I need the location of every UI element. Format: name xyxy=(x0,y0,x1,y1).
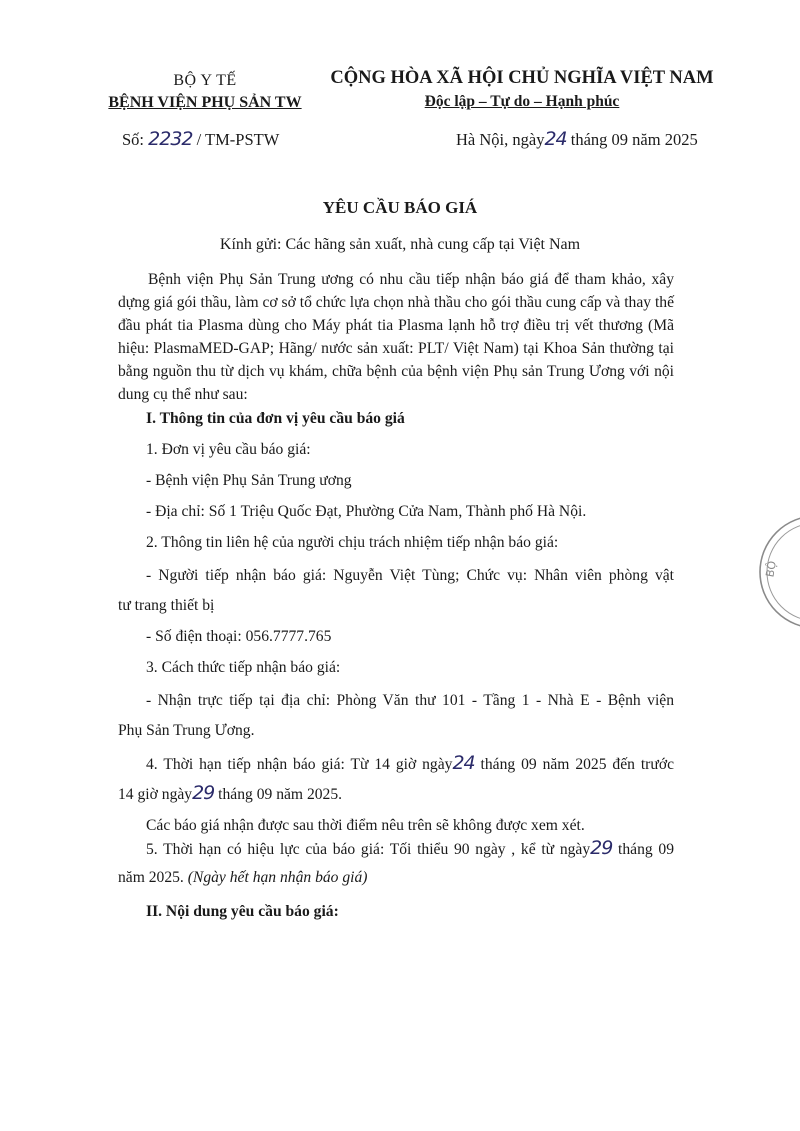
item2-label: 2. Thông tin liên hệ của người chịu trách nhiệm tiếp nhận báo giá: xyxy=(146,534,559,551)
date-prefix: Hà Nội, ngày xyxy=(456,130,545,149)
validity-text-c: năm 2025. xyxy=(118,869,188,886)
section1-heading: I. Thông tin của đơn vị yêu cầu báo giá xyxy=(146,410,405,427)
document-title: YÊU CẦU BÁO GIÁ xyxy=(322,198,478,217)
late-submission-note: Các báo giá nhận được sau thời điểm nêu trên sẽ không được xem xét. xyxy=(146,817,585,834)
receive-line-2: Phụ Sản Trung Ương. xyxy=(118,722,255,739)
validity-line-1 xyxy=(118,837,674,861)
national-motto: Độc lập – Tự do – Hạnh phúc xyxy=(424,93,620,110)
ministry-name: BỘ Y TẾ xyxy=(173,72,237,89)
phone-number: - Số điện thoại: 056.7777.765 xyxy=(146,628,332,645)
validity-line-2 xyxy=(118,867,674,889)
unit-address: - Địa chỉ: Số 1 Triệu Quốc Đạt, Phường Cửa Nam, Thành phố Hà Nội. xyxy=(146,503,587,520)
document-date xyxy=(456,126,698,153)
receive-line-1: - Nhận trực tiếp tại địa chỉ: Phòng Văn thư 101 - Tầng 1 - Nhà E - Bệnh viện xyxy=(146,692,674,709)
deadline-text-b: tháng 09 năm 2025 đến trước xyxy=(474,756,674,773)
number-prefix: Số: xyxy=(122,130,149,149)
handwritten-validity-day: 29 xyxy=(590,837,613,859)
seal-text: BỘ xyxy=(763,559,780,579)
contact-line-2: tư trang thiết bị xyxy=(118,597,215,614)
section2-heading: II. Nội dung yêu cầu báo giá: xyxy=(146,903,339,920)
number-suffix: / TM-PSTW xyxy=(192,130,280,149)
national-title: CỘNG HÒA XÃ HỘI CHỦ NGHĨA VIỆT NAM xyxy=(330,68,714,88)
seal-stamp-fragment xyxy=(758,513,800,631)
item3-label: 3. Cách thức tiếp nhận báo giá: xyxy=(146,659,341,676)
intro-paragraph: Bệnh viện Phụ Sản Trung ương có nhu cầu tiếp nhận báo giá để tham khảo, xây dựng giá gói thầu, làm cơ sở tổ chức lựa chọn nhà thầu cho gói thầu cung cấp và thay thế đầu phát tia Plasma dùng cho Máy phát tia Plasma lạnh hỗ trợ điều trị vết thương (Mã hiệu: PlasmaMED-GAP; Hãng/ nước sản xuất: PLT/ Việt Nam) tại Khoa Sản thường tại bằng nguồn thu từ dịch vụ khám, chữa bệnh của bệnh viện Phụ sản Trung Ương với nội dung cụ thể như sau: xyxy=(118,271,674,403)
validity-text-a: 5. Thời hạn có hiệu lực của báo giá: Tối thiểu 90 ngày , kể từ ngày xyxy=(146,841,591,858)
handwritten-day: 24 xyxy=(544,128,567,150)
item1-label: 1. Đơn vị yêu cầu báo giá: xyxy=(146,441,311,458)
validity-text-b: tháng 09 xyxy=(612,841,674,858)
issuer-block xyxy=(95,70,315,114)
date-suffix: tháng 09 năm 2025 xyxy=(566,130,698,149)
handwritten-number: 2232 xyxy=(148,128,193,150)
deadline-text-a: 4. Thời hạn tiếp nhận báo giá: Từ 14 giờ ngày xyxy=(146,756,453,773)
deadline-text-c: 14 giờ ngày xyxy=(118,786,193,803)
deadline-line-2 xyxy=(118,782,674,806)
unit-name: - Bệnh viện Phụ Sản Trung ương xyxy=(146,472,352,489)
contact-line-1: - Người tiếp nhận báo giá: Nguyễn Việt Tùng; Chức vụ: Nhân viên phòng vật xyxy=(146,567,674,584)
validity-note: (Ngày hết hạn nhận báo giá) xyxy=(187,869,368,886)
handwritten-deadline-day-2: 29 xyxy=(192,782,215,804)
deadline-text-d: tháng 09 năm 2025. xyxy=(214,786,343,803)
hospital-name: BỆNH VIỆN PHỤ SẢN TW xyxy=(108,94,302,111)
document-number xyxy=(122,126,279,153)
document-body xyxy=(118,268,674,923)
national-header xyxy=(330,66,714,114)
recipient-line: Kính gửi: Các hãng sản xuất, nhà cung cấp tại Việt Nam xyxy=(219,236,581,253)
deadline-line-1 xyxy=(118,752,674,776)
handwritten-deadline-day-1: 24 xyxy=(452,752,475,774)
